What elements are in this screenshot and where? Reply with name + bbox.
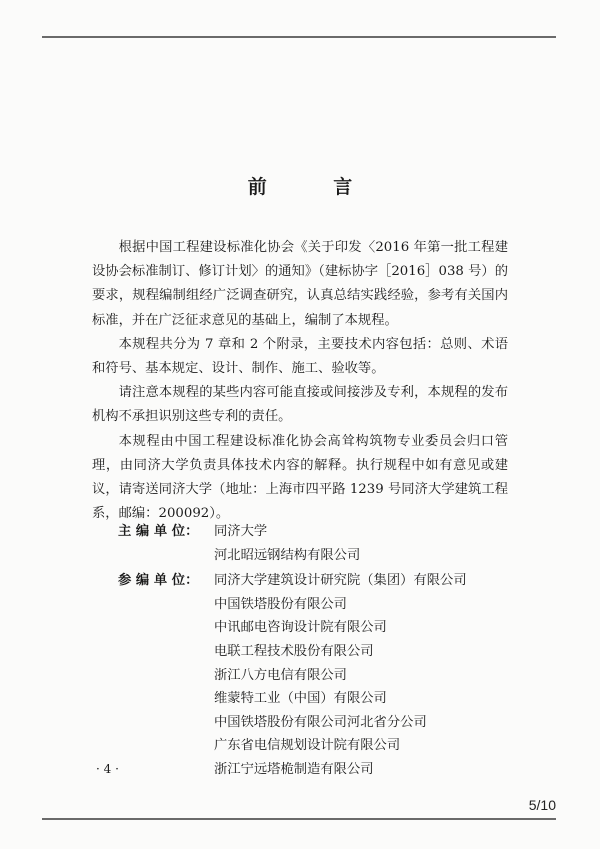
unit-item: 浙江八方电信有限公司 [214, 667, 347, 683]
unit-item: 浙江宁远塔桅制造有限公司 [214, 761, 374, 777]
paragraph-2: 本规程共分为 7 章和 2 个附录，主要技术内容包括：总则、术语和符号、基本规定、设计、制作、施工、验收等。 [92, 336, 508, 377]
unit-item: 中国铁塔股份有限公司河北省分公司 [214, 714, 427, 730]
chief-units-label: 主 编 单 位： [118, 524, 199, 539]
bottom-rule [42, 818, 556, 820]
unit-item: 中国铁塔股份有限公司 [214, 596, 347, 612]
page-title: 前 言 [247, 176, 383, 198]
chief-units-list [214, 520, 512, 567]
paragraph-1: 根据中国工程建设标准化协会《关于印发〈2016 年第一批工程建设协会标准制订、修订计划〉的通知》（建标协字［2016］038 号）的要求，规程编制组经广泛调查研究，认真总结实践经验，参考有关国内标准，并在广泛征求意见的基础上，编制了本规程。 [92, 240, 508, 328]
unit-item: 河北昭远钢结构有限公司 [214, 547, 361, 563]
unit-item: 同济大学 [214, 524, 268, 539]
participating-units-list [214, 569, 512, 781]
unit-item: 电联工程技术股份有限公司 [214, 643, 374, 659]
unit-item: 同济大学建筑设计研究院（集团）有限公司 [214, 573, 467, 589]
viewer-page-indicator: 5/10 [528, 797, 556, 813]
page-number: · 4 · [96, 762, 119, 776]
participating-units-label: 参 编 单 位： [118, 573, 199, 589]
unit-item: 广东省电信规划设计院有限公司 [214, 738, 401, 754]
paragraph-4: 本规程由中国工程建设标准化协会高耸构筑物专业委员会归口管理，由同济大学负责具体技术内容的解释。执行规程中如有意见或建议，请寄送同济大学（地址：上海市四平路 1239 号同济大学建筑工程系，邮编：200092）。 [92, 433, 508, 522]
unit-item: 维蒙特工业（中国）有限公司 [214, 691, 387, 707]
paragraph-3: 请注意本规程的某些内容可能直接或间接涉及专利，本规程的发布机构不承担识别这些专利的责任。 [92, 385, 508, 425]
chief-units [92, 520, 512, 567]
participating-units [92, 569, 512, 781]
unit-item: 中讯邮电咨询设计院有限公司 [214, 620, 387, 636]
preface-body [92, 236, 508, 526]
units-section [92, 520, 512, 782]
top-rule [42, 36, 556, 38]
